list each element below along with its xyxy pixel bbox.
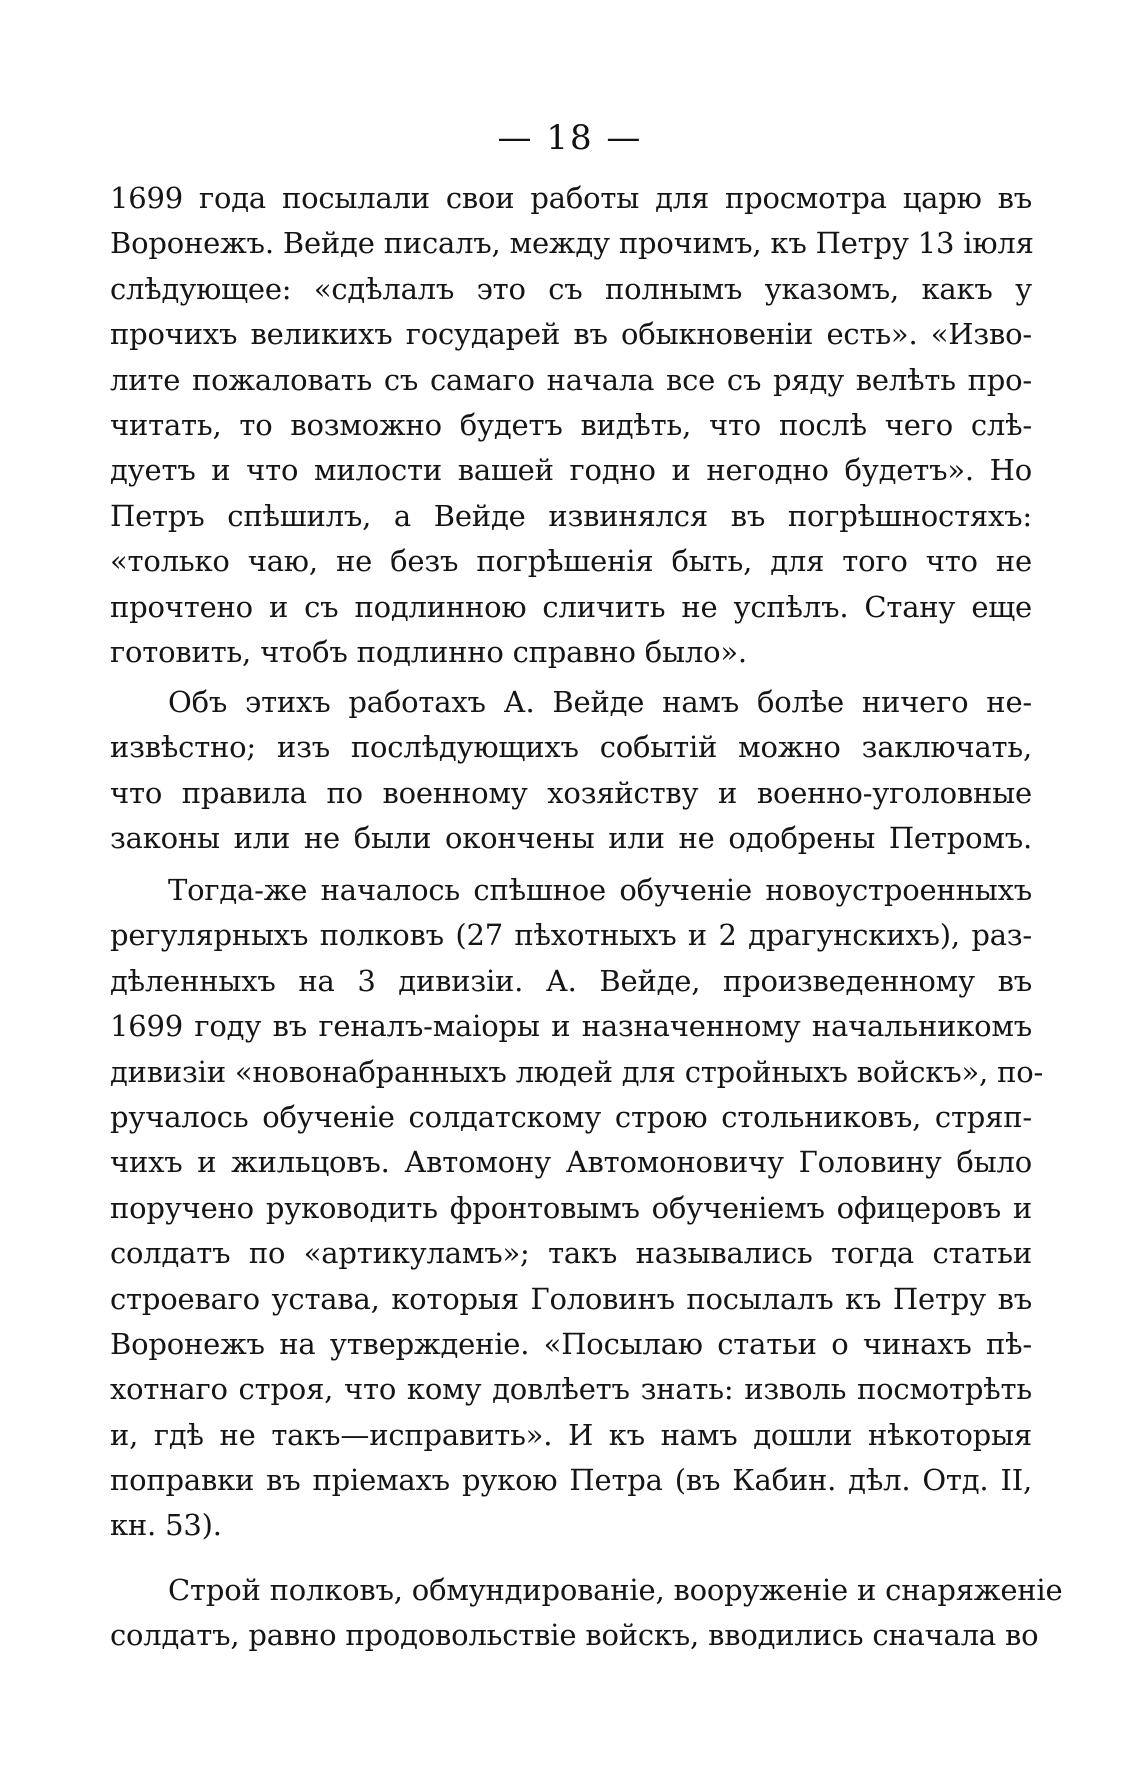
text-line: Воронежъ на утвержденіе. «Посылаю статьи о чинахъ пѣ-	[110, 1326, 1032, 1361]
text-line: 1699 года посылали свои работы для просмотра царю въ	[110, 181, 1032, 215]
text-line: готовить, чтобъ подлинно справно было».	[110, 634, 747, 669]
text-line: солдатъ по «артикуламъ»; такъ назывались тогда статьи	[110, 1236, 1032, 1271]
text-line: прочтено и съ подлинною сличить не успѣлъ. Стану еще	[110, 589, 1032, 624]
text-line: извѣстно; изъ послѣдующихъ событій можно заключать,	[110, 730, 1032, 765]
text-line: слѣдующее: «сдѣлалъ это съ полнымъ указомъ, какъ у	[110, 271, 1032, 306]
text-line: кн. 53).	[110, 1508, 222, 1543]
text-line: поручено руководить фронтовымъ обученіемъ офицеровъ и	[110, 1190, 1032, 1225]
text-line: Тогда-же началось спѣшное обученіе новоустроенныхъ	[168, 873, 1032, 907]
text-line: ручалось обученіе солдатскому строю стольниковъ, стряп-	[110, 1099, 1032, 1134]
text-line: читать, то возможно будетъ видѣть, что послѣ чего слѣ-	[110, 407, 1032, 442]
text-line: дѣленныхъ на 3 дивизіи. А. Вейде, произведенному въ	[110, 963, 1032, 998]
text-line: поправки въ пріемахъ рукою Петра (въ Кабин. дѣл. Отд. II,	[110, 1463, 1032, 1498]
text-line: дивизіи «новонабранныхъ людей для стройныхъ войскъ», по-	[110, 1054, 1044, 1089]
paragraph-2	[110, 680, 1032, 862]
text-line: строеваго устава, которыя Головинъ посылалъ къ Петру въ	[110, 1281, 1032, 1316]
text-line: хотнаго строя, что кому довлѣетъ знать: изволь посмотрѣть	[110, 1372, 1032, 1407]
text-line: Строй полковъ, обмундированіе, вооруженіе и снаряженіе	[168, 1573, 1063, 1607]
text-line: и, гдѣ не такъ—исправить». И къ намъ дошли нѣкоторыя	[110, 1417, 1032, 1452]
text-line: законы или не были окончены или не одобрены Петромъ.	[110, 821, 1032, 856]
text-line: дуетъ и что милости вашей годно и негодно будетъ». Но	[110, 453, 1032, 488]
text-line: солдатъ, равно продовольствіе войскъ, вводились сначала во	[110, 1618, 1039, 1653]
text-line: Объ этихъ работахъ А. Вейде намъ болѣе ничего не-	[168, 685, 1032, 719]
text-line: лите пожаловать съ самаго начала все съ ряду велѣть про-	[110, 362, 1032, 397]
text-line: регулярныхъ полковъ (27 пѣхотныхъ и 2 драгунскихъ), раз-	[110, 918, 1032, 953]
text-line: прочихъ великихъ государей въ обыкновеніи есть». «Изво-	[110, 317, 1032, 352]
text-line: Воронежъ. Вейде писалъ, между прочимъ, къ Петру 13 іюля	[110, 226, 1034, 261]
paragraph-1	[110, 176, 1032, 675]
paragraph-4	[110, 1568, 1063, 1659]
page-number: — 18 —	[497, 118, 643, 158]
text-line: «только чаю, не безъ погрѣшенія быть, для того что не	[110, 544, 1032, 579]
text-line: 1699 году въ геналъ-маіоры и назначенному начальникомъ	[110, 1009, 1032, 1044]
text-line: что правила по военному хозяйству и военно-уголовные	[110, 775, 1032, 810]
text-line: Петръ спѣшилъ, а Вейде извинялся въ погрѣшностяхъ:	[110, 498, 1032, 533]
text-line: чихъ и жильцовъ. Автомону Автомоновичу Головину было	[110, 1145, 1032, 1180]
paragraph-3	[110, 868, 1044, 1549]
